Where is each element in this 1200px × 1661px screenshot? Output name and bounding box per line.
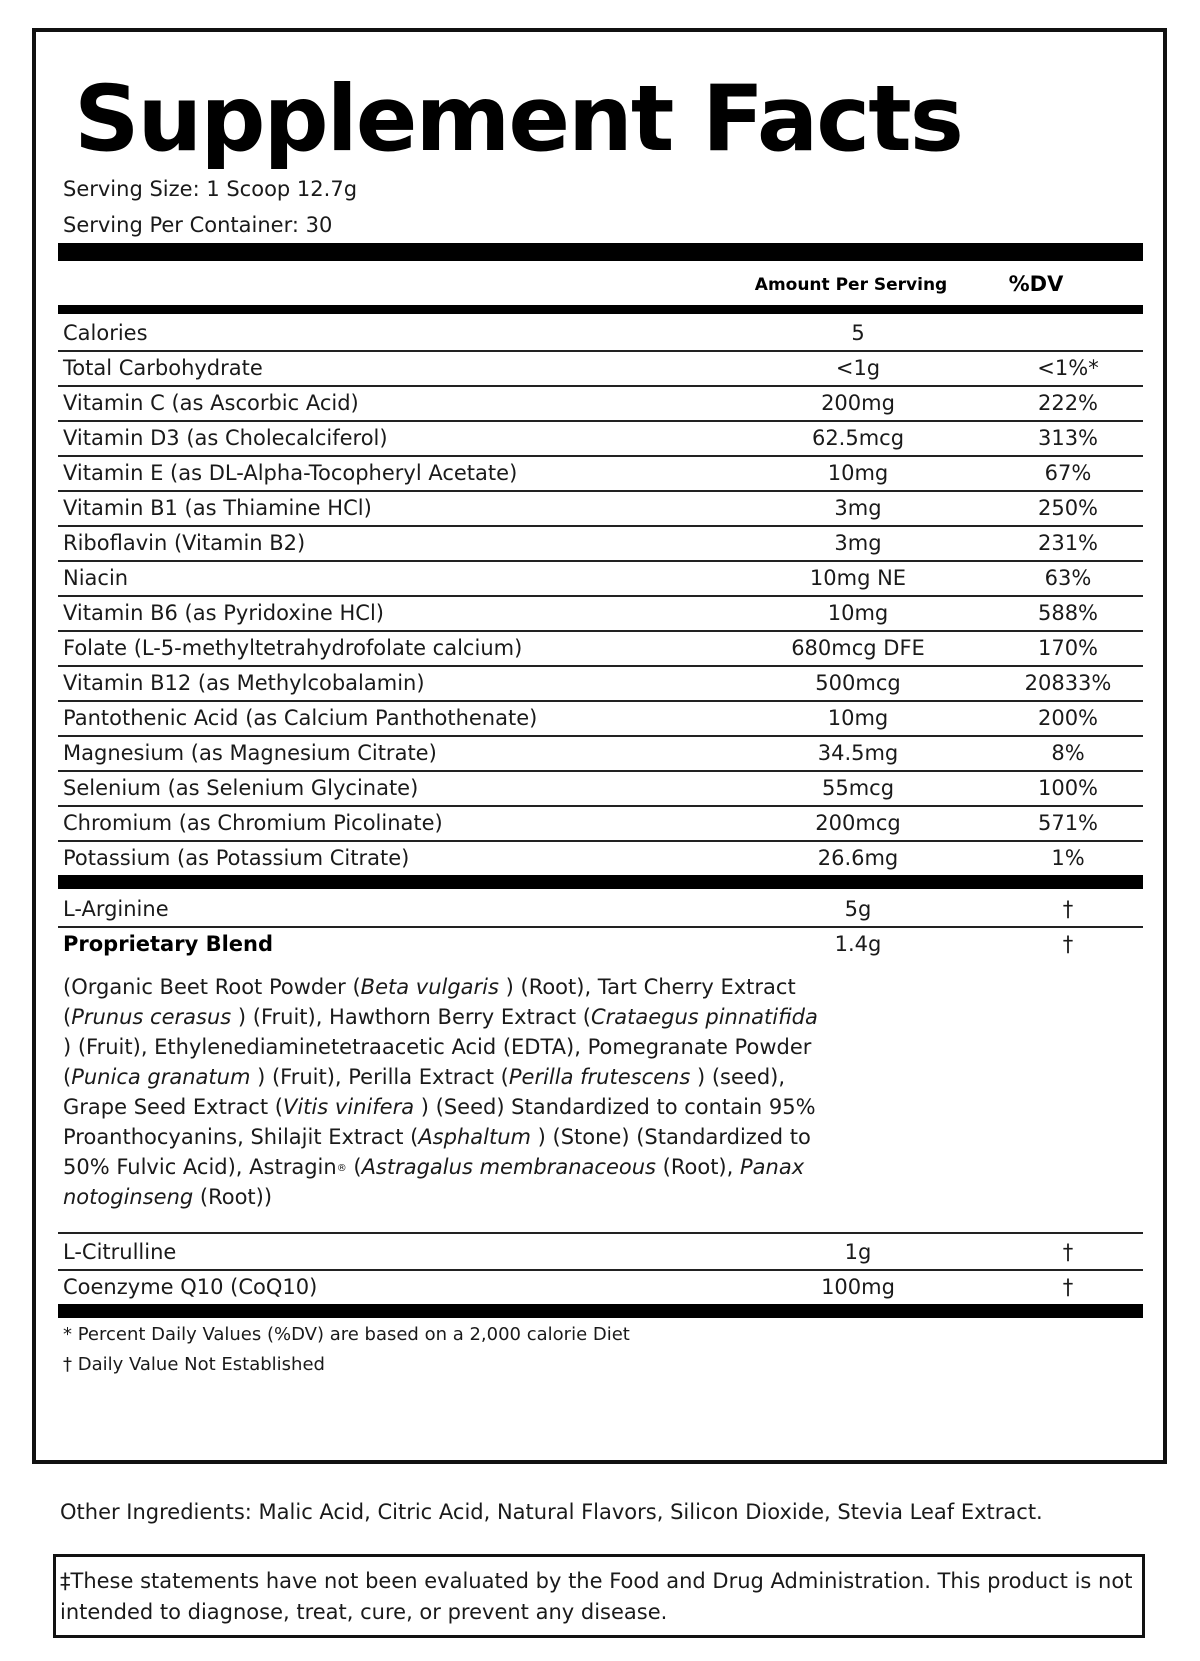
fda-disclaimer [53,1554,1145,1638]
servings-per-container: Serving Per Container: 30 [63,213,333,237]
table-row [58,350,1143,387]
table-row [58,891,1143,928]
table-row [58,525,1143,562]
nutrient-name: Calories [63,321,148,345]
nutrient-amount: 3mg [834,496,882,520]
nutrient-name: Vitamin D3 (as Cholecalciferol) [63,426,388,450]
table-row [58,926,1143,963]
nutrient-amount: 10mg NE [809,566,907,590]
nutrient-name: Total Carbohydrate [63,356,263,380]
nutrient-dv: 100% [1037,776,1099,800]
nutrient-name: Pantothenic Acid (as Calcium Panthothenate) [63,706,538,730]
thick-divider-top [58,243,1143,261]
nutrient-name: Vitamin C (as Ascorbic Acid) [63,391,359,415]
extra-amount: 100mg [821,1275,895,1299]
nutrient-amount: 200mg [821,391,895,415]
thick-divider-mid [58,875,1143,889]
thick-divider-bottom [58,1304,1143,1318]
table-row [58,1269,1143,1306]
nutrient-amount: 500mcg [815,671,901,695]
nutrient-amount: 10mg [827,601,889,625]
nutrient-dv: 571% [1037,811,1099,835]
nutrient-dv: 250% [1037,496,1099,520]
arginine-dv: † [1062,897,1074,921]
dagger-footnote: † Daily Value Not Established [63,1354,325,1375]
nutrient-name: Potassium (as Potassium Citrate) [63,846,410,870]
disclaimer-text: ‡These statements have not been evaluated by the Food and Drug Administration. This product is not intended to diagnose, treat, cure, or prevent any disease. [60,1569,1133,1624]
blend-description: (Organic Beet Root Powder (Beta vulgaris ) (Root), Tart Cherry Extract (Prunus cerasus ) (Fruit), Hawthorn Berry Extract (Crataegus pinnatifida ) (Fruit), Ethylenediaminetetraacetic Acid (EDTA), Pomegranate Powder (Punica granatum ) (Fruit), Perilla Extract (Perilla frutescens ) (seed), Grape Seed Extract (Vitis vinifera ) (Seed) Standardized to contain 95% Proanthocyanins, Shilajit Extract (Asphaltum ) (Stone) (Standardized to 50% Fulvic Acid), Astragin® (Astragalus membranaceous (Root), Panax notoginseng (Root)) [63,975,818,1209]
nutrient-dv: 170% [1037,636,1099,660]
table-row [58,455,1143,492]
table-row [58,630,1143,667]
nutrient-amount: 34.5mg [817,741,899,765]
nutrient-amount: 55mcg [821,776,895,800]
nutrient-amount: 62.5mcg [811,426,905,450]
extra-name: L-Citrulline [63,1240,177,1264]
arginine-amount: 5g [844,897,872,921]
nutrient-name: Magnesium (as Magnesium Citrate) [63,741,437,765]
blend-dv: † [1062,932,1074,956]
nutrient-dv: 313% [1037,426,1099,450]
extra-amount: 1g [844,1240,872,1264]
nutrient-amount: <1g [835,356,881,380]
nutrient-name: Vitamin B6 (as Pyridoxine HCl) [63,601,384,625]
table-row [58,595,1143,632]
nutrient-name: Vitamin B12 (as Methylcobalamin) [63,671,425,695]
table-row [58,665,1143,702]
extra-dv: † [1062,1275,1074,1299]
nutrient-dv: <1%* [1037,356,1099,380]
extra-name: Coenzyme Q10 (CoQ10) [63,1275,318,1299]
nutrient-dv: 20833% [1024,671,1112,695]
nutrient-name: Chromium (as Chromium Picolinate) [63,811,443,835]
other-ingredients: Other Ingredients: Malic Acid, Citric Acid, Natural Flavors, Silicon Dioxide, Stevia Leaf Extract. [60,1500,1043,1524]
nutrient-amount: 3mg [834,531,882,555]
supplement-facts-panel [32,28,1167,1464]
nutrient-dv: 1% [1051,846,1085,870]
nutrient-name: Folate (L-5-methyltetrahydrofolate calcium) [63,636,523,660]
nutrient-dv: 222% [1037,391,1099,415]
table-row [58,805,1143,842]
nutrient-amount: 10mg [827,706,889,730]
nutrient-name: Vitamin B1 (as Thiamine HCl) [63,496,372,520]
blend-name: Proprietary Blend [63,932,273,956]
nutrient-dv: 588% [1037,601,1099,625]
nutrient-amount: 26.6mg [817,846,899,870]
nutrient-dv: 63% [1044,566,1092,590]
arginine-name: L-Arginine [63,897,169,921]
nutrient-name: Vitamin E (as DL-Alpha-Tocopheryl Acetate) [63,461,518,485]
nutrient-amount: 680mcg DFE [791,636,925,660]
extra-dv: † [1062,1240,1074,1264]
nutrient-amount: 200mcg [815,811,901,835]
table-row [58,420,1143,457]
table-row [58,840,1143,877]
table-row [58,490,1143,527]
nutrient-dv: 200% [1037,706,1099,730]
table-row [58,700,1143,737]
nutrient-amount: 5 [851,321,865,345]
nutrient-dv: 67% [1044,461,1092,485]
table-row [58,1234,1143,1271]
dv-footnote: * Percent Daily Values (%DV) are based on a 2,000 calorie Diet [63,1324,630,1345]
table-row [58,735,1143,772]
nutrient-dv: 8% [1051,741,1085,765]
nutrient-name: Niacin [63,566,129,590]
medium-divider [58,305,1143,314]
table-row [58,560,1143,597]
label-title: Supplement Facts [74,67,962,172]
nutrient-name: Riboflavin (Vitamin B2) [63,531,306,555]
table-row [58,385,1143,422]
serving-size: Serving Size: 1 Scoop 12.7g [63,177,358,201]
nutrient-name: Selenium (as Selenium Glycinate) [63,776,419,800]
nutrient-amount: 10mg [827,461,889,485]
column-header-dv: %DV [1008,272,1064,296]
table-row [58,315,1143,352]
nutrient-dv: 231% [1037,531,1099,555]
blend-amount: 1.4g [834,932,882,956]
column-header-amount: Amount Per Serving [754,275,948,295]
table-row [58,770,1143,807]
